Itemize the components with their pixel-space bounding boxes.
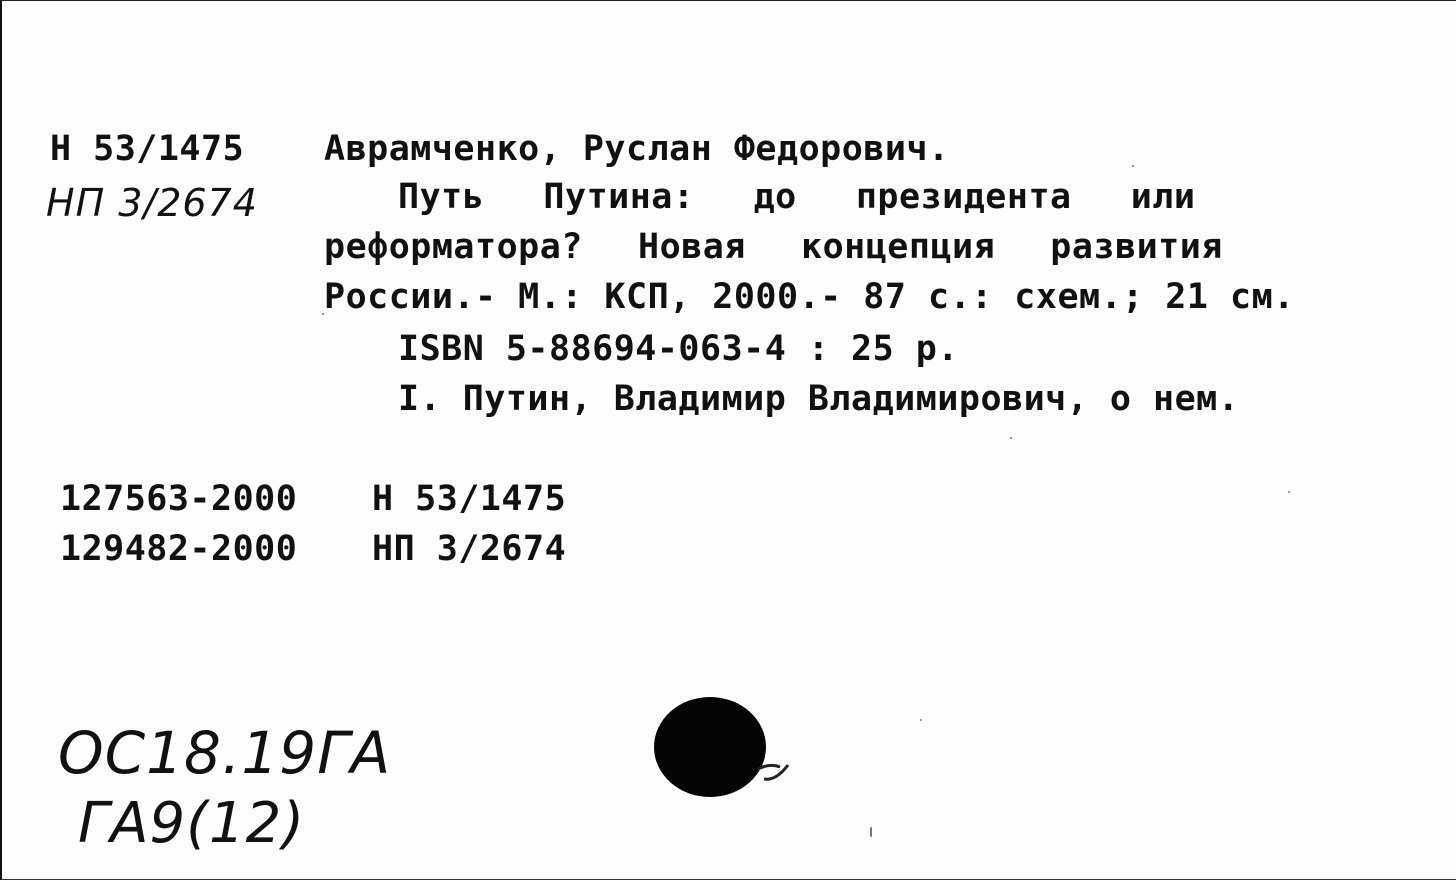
title-line-3: России.- М.: КСП, 2000.- 87 с.: схем.; 21 см. — [324, 277, 1295, 317]
subject-line: I. Путин, Владимир Владимирович, о нем. — [398, 379, 1240, 419]
scan-speck — [870, 827, 872, 837]
isbn-line: ISBN 5-88694-063-4 : 25 р. — [398, 329, 959, 369]
punch-hole — [654, 697, 766, 797]
scan-speck — [1288, 491, 1290, 493]
scan-speck — [322, 313, 324, 315]
holding-accession-2: 129482-2000 — [60, 529, 298, 569]
title-line-1: Путь Путина: до президента или — [398, 177, 1196, 217]
scan-speck — [920, 719, 922, 721]
handwritten-code-2: ГА9(12) — [78, 791, 306, 856]
holding-accession-1: 127563-2000 — [60, 479, 298, 519]
scan-speck — [1010, 437, 1012, 439]
shelfmark-secondary-handwritten: НП 3/2674 — [46, 181, 258, 225]
title-line-2: реформатора? Новая концепция развития — [324, 227, 1223, 267]
handwritten-code-1: ОС18.19ГА — [58, 719, 392, 787]
author-heading: Аврамченко, Руслан Федорович. — [324, 129, 950, 169]
punch-hole-smudge — [754, 753, 794, 783]
holding-shelfmark-2: НП 3/2674 — [372, 529, 567, 569]
shelfmark-primary: Н 53/1475 — [50, 129, 245, 169]
scan-speck — [1132, 165, 1134, 167]
holding-shelfmark-1: Н 53/1475 — [372, 479, 567, 519]
